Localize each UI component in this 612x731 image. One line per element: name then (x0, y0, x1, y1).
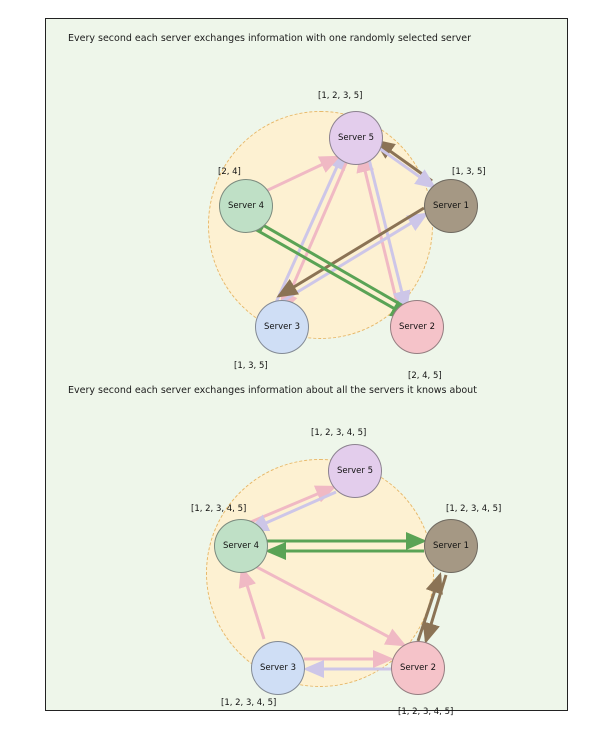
known-list-server3-bottom: [1, 2, 3, 4, 5] (221, 698, 277, 708)
figure-frame (45, 18, 568, 717)
panel-bottom (46, 19, 569, 717)
node-label: Server 1 (433, 541, 469, 551)
node-label: Server 5 (338, 133, 374, 143)
known-list-server2-bottom: [1, 2, 3, 4, 5] (398, 707, 454, 717)
panel-top-caption: Every second each server exchanges information with one randomly selected server (68, 33, 472, 44)
node-label: Server 2 (399, 322, 435, 332)
edges-bottom (46, 19, 569, 712)
node-server2-bottom[interactable] (391, 641, 445, 695)
node-label: Server 1 (433, 201, 469, 211)
node-label: Server 4 (228, 201, 264, 211)
panel-bottom-caption: Every second each server exchanges information about all the servers it knows about (68, 385, 477, 396)
node-label: Server 3 (264, 322, 300, 332)
node-server3-bottom[interactable] (251, 641, 305, 695)
node-label: Server 3 (260, 663, 296, 673)
known-list-server4-bottom: [1, 2, 3, 4, 5] (191, 504, 247, 514)
known-list-server1: [1, 3, 5] (452, 167, 486, 177)
node-server4-bottom[interactable] (214, 519, 268, 573)
node-label: Server 2 (400, 663, 436, 673)
known-list-server3: [1, 3, 5] (234, 361, 268, 371)
known-list-server5-bottom: [1, 2, 3, 4, 5] (311, 428, 367, 438)
known-list-server2: [2, 4, 5] (408, 371, 442, 381)
known-list-server5: [1, 2, 3, 5] (318, 91, 363, 101)
known-list-server4: [2, 4] (218, 167, 241, 177)
node-server1-bottom[interactable] (424, 519, 478, 573)
known-list-server1-bottom: [1, 2, 3, 4, 5] (446, 504, 502, 514)
node-label: Server 4 (223, 541, 259, 551)
node-server5-bottom[interactable] (328, 444, 382, 498)
node-label: Server 5 (337, 466, 373, 476)
